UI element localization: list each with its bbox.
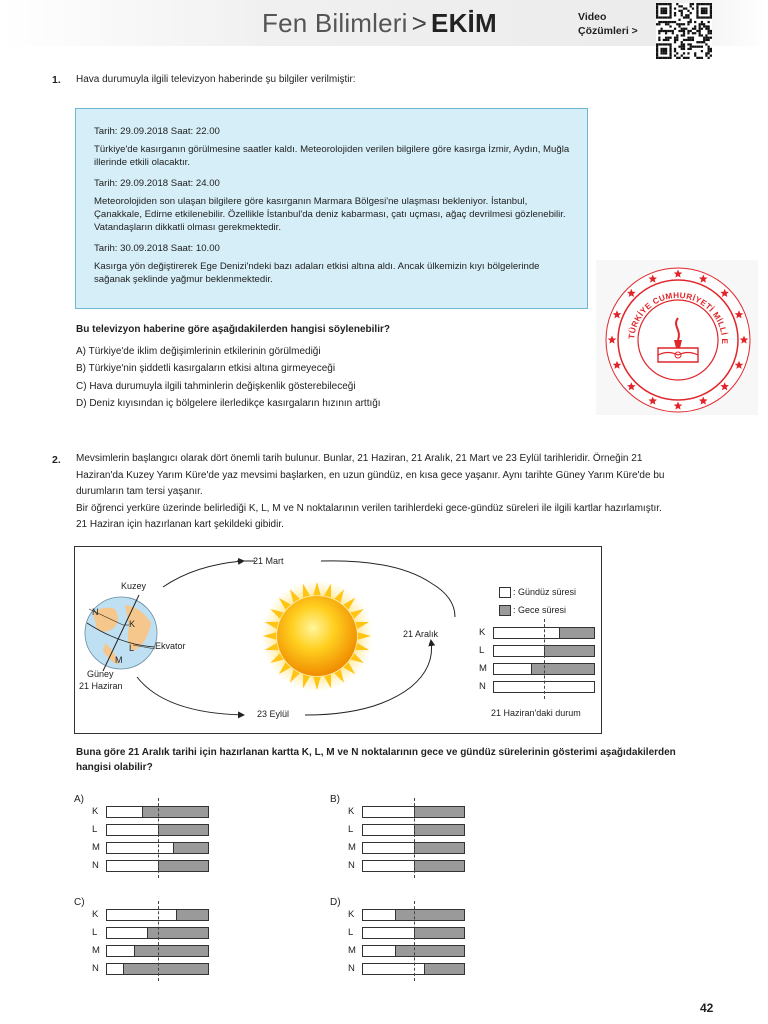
news-date-1: Tarih: 29.09.2018 Saat: 22.00 (94, 126, 220, 137)
subject-title: Fen Bilimleri (262, 8, 408, 38)
question-1-option-c[interactable]: C) Hava durumuyla ilgili tahminlerin değişkenlik gösterebileceği (76, 381, 356, 392)
answer-a-row-label-l: L (92, 824, 98, 835)
legend-night-label: : Gece süresi (513, 605, 567, 615)
answer-c-night-n (123, 964, 208, 974)
answer-d-row-label-l: L (348, 927, 354, 938)
answer-d-night-k (395, 910, 464, 920)
june-card-row-label-k: K (479, 627, 486, 638)
label-kuzey: Kuzey (121, 581, 147, 591)
answer-b-night-k (414, 807, 465, 817)
page-number: 42 (700, 1001, 714, 1015)
answer-d-night-n (424, 964, 464, 974)
question-1-stem: Hava durumuyla ilgili televizyon haberinde şu bilgiler verilmiştir: (76, 74, 356, 85)
label-guney: Güney (87, 669, 114, 679)
answer-b-night-n (414, 861, 465, 871)
answer-b-row-label-k: K (348, 806, 355, 817)
news-text-2: Meteorolojiden son ulaşan bilgilere göre kasırganın Marmara Bölgesi'ne ulaşması bekleniyor. İstanbul, Çanakkale, Edirne etkilenebilir. Özellikle İstanbul'da deniz kabarması, çatı uçması, ağaç devrilmesi gözlenebilir. Vatandaşların dikkatli olması gerekmektedir. (94, 196, 566, 233)
title-separator: > (411, 8, 428, 38)
answer-a-night-m (173, 843, 208, 853)
answer-d-night-m (395, 946, 464, 956)
label-21-haziran: 21 Haziran (79, 681, 123, 691)
answer-letter-b: B) (330, 794, 340, 805)
answer-c-row-label-m: M (92, 945, 100, 956)
answer-c-row-label-l: L (92, 927, 98, 938)
answer-c-row-label-n: N (92, 963, 99, 974)
video-solutions-link[interactable] (578, 10, 638, 38)
question-2-paragraph-1: Mevsimlerin başlangıcı olarak dört önemli tarih bulunur. Bunlar, 21 Haziran, 21 Aralık, 21 Mart ve 23 Eylül tarihleridir. Örneğin 21 Haziran'da Kuzey Yarım Küre'de yaz mevsimi başlarken, en uzun gündüz, en kısa gece yaşanır. Aynı tarihte Güney Yarım Küre'de bu durumların tam tersi yaşanır. (76, 453, 665, 497)
label-21-aralik: 21 Aralık (403, 629, 439, 639)
answer-b-row-label-n: N (348, 860, 355, 871)
question-2-number: 2. (52, 454, 61, 466)
news-date-3: Tarih: 30.09.2018 Saat: 10.00 (94, 243, 220, 254)
june-card-midline (544, 619, 545, 699)
answer-c-night-k (176, 910, 208, 920)
answer-b-row-label-m: M (348, 842, 356, 853)
weather-news-box (75, 108, 588, 309)
question-2-paragraph-2: Bir öğrenci yerküre üzerinde belirlediği K, L, M ve N noktalarının verilen tarihlerdeki gece-gündüz süreleri ile ilgili kartlar hazırlamıştır. 21 Haziran için hazırlanan kart şekildeki gibidir. (76, 503, 662, 530)
june-card-row-label-m: M (479, 663, 487, 674)
answer-d-night-l (414, 928, 465, 938)
label-point-l: L (129, 643, 135, 653)
answer-c-night-l (147, 928, 208, 938)
answer-a-night-n (158, 861, 209, 871)
answer-d-row-label-n: N (348, 963, 355, 974)
answer-c-midline (158, 901, 159, 981)
june-card-caption: 21 Haziran'daki durum (491, 708, 581, 718)
june-card-row-label-n: N (479, 681, 486, 692)
answer-c-night-m (134, 946, 208, 956)
label-23-eylul: 23 Eylül (257, 709, 290, 719)
label-point-n: N (92, 607, 99, 617)
answer-a-row-label-k: K (92, 806, 99, 817)
answer-d-row-label-m: M (348, 945, 356, 956)
page-header (0, 0, 768, 46)
answer-letter-d: D) (330, 897, 341, 908)
question-1-number: 1. (52, 74, 61, 86)
question-2-prompt: Buna göre 21 Aralık tarihi için hazırlanan kartta K, L, M ve N noktalarının gece ve gündüz sürelerinin gösterimi aşağıdakilerden hangisi olabilir? (76, 747, 676, 773)
answer-d-midline (414, 901, 415, 981)
label-ekvator: Ekvator (155, 641, 186, 651)
video-solutions-label: Çözümleri > (578, 25, 638, 37)
legend-day-swatch (499, 587, 511, 598)
sun-icon (277, 596, 357, 676)
seasons-figure (74, 546, 602, 734)
answer-b-night-l (414, 825, 465, 835)
answer-a-row-label-n: N (92, 860, 99, 871)
news-text-1: Türkiye'de kasırganın görülmesine saatler kaldı. Meteorolojiden verilen bilgilere göre kasırga İzmir, Aydın, Muğla illerinde etkili olacaktır. (94, 144, 570, 168)
video-label: Video (578, 11, 607, 23)
answer-c-row-label-k: K (92, 909, 99, 920)
question-1-option-d[interactable]: D) Deniz kıyısından iç bölgelere ilerledikçe kasırgaların hızının arttığı (76, 398, 381, 409)
june-card-night-l (544, 646, 594, 656)
answer-b-row-label-l: L (348, 824, 354, 835)
answer-b-midline (414, 798, 415, 878)
answer-d-row-label-k: K (348, 909, 355, 920)
qr-code-icon[interactable] (656, 3, 712, 59)
news-text-3: Kasırga yön değiştirerek Ege Denizi'ndeki bazı adaları etkisi altına aldı. Ancak ülkemizin kıyı bölgelerinde sağanak şeklinde yağmur beklenmektedir. (94, 261, 540, 285)
answer-a-night-k (142, 807, 208, 817)
legend-day-label: : Gündüz süresi (513, 587, 577, 597)
seal-text: TÜRKİYE CUMHURİYETİ MİLLİ E (627, 290, 730, 345)
question-1-prompt: Bu televizyon haberine göre aşağıdakilerden hangisi söylenebilir? (76, 324, 390, 335)
news-date-2: Tarih: 29.09.2018 Saat: 24.00 (94, 178, 220, 189)
answer-a-midline (158, 798, 159, 878)
answer-letter-a: A) (74, 794, 84, 805)
june-card-night-k (559, 628, 594, 638)
ministry-seal (596, 260, 758, 415)
legend-night-swatch (499, 605, 511, 616)
month-title: EKİM (431, 8, 497, 38)
answer-letter-c: C) (74, 897, 85, 908)
answer-a-night-l (158, 825, 209, 835)
question-1-option-a[interactable]: A) Türkiye'de iklim değişimlerinin etkilerinin görülmediği (76, 346, 321, 357)
answer-b-night-m (414, 843, 465, 853)
label-21-mart: 21 Mart (253, 556, 284, 566)
label-point-k: K (129, 619, 136, 629)
page-title (262, 8, 497, 39)
question-1-option-b[interactable]: B) Türkiye'nin şiddetli kasırgaların etkisi altına girmeyeceği (76, 363, 336, 374)
june-card-night-m (531, 664, 594, 674)
label-point-m: M (115, 655, 123, 665)
june-card-row-label-l: L (479, 645, 485, 656)
answer-a-row-label-m: M (92, 842, 100, 853)
